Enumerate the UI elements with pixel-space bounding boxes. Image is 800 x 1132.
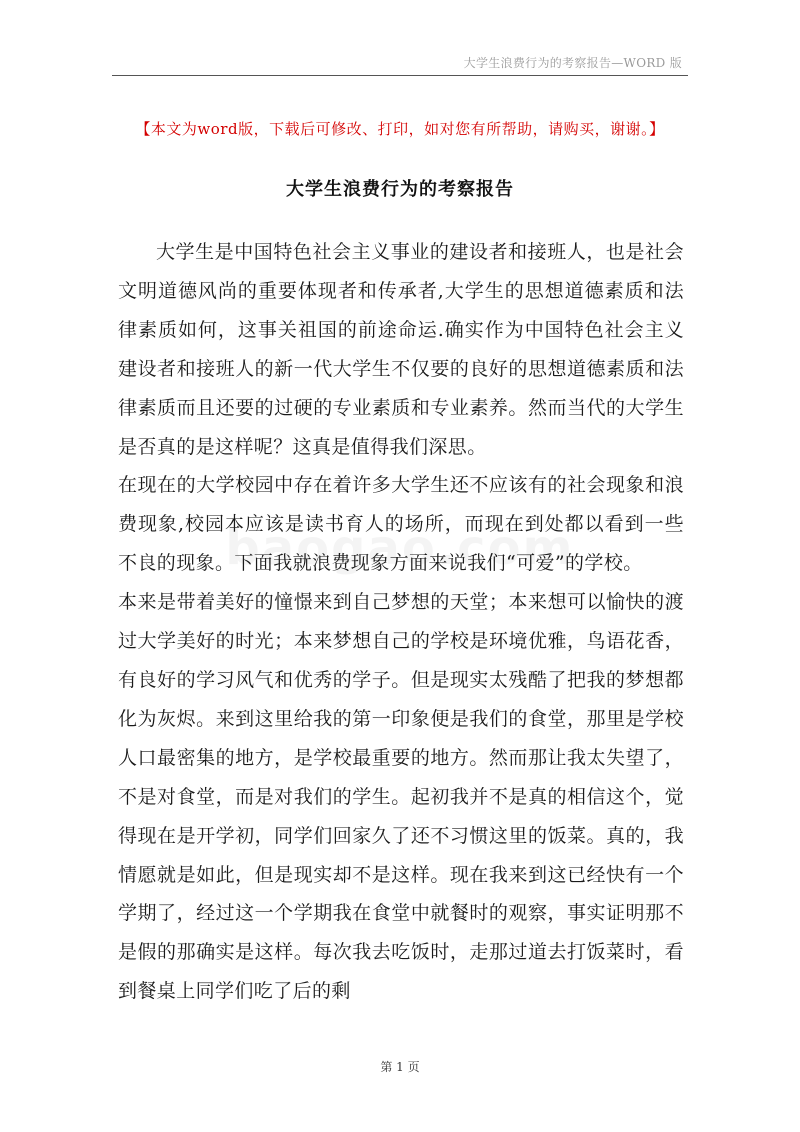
page-number: 第 1 页 [380,1060,420,1074]
header-divider [112,75,688,76]
paragraph: 本来是带着美好的憧憬来到自己梦想的天堂；本来想可以愉快的渡过大学美好的时光；本来梦想自己的学校是环境优雅，鸟语花香，有良好的学习风气和优秀的学子。但是现实太残酷了把我的梦想都化为灰烬。来到这里给我的第一印象便是我们的食堂，那里是学校人口最密集的地方，是学校最重要的地方。然而那让我太失望了，不是对食堂，而是对我们的学生。起初我并不是真的相信这个，觉得现在是开学初，同学们回家久了还不习惯这里的饭菜。真的，我情愿就是如此，但是现实却不是这样。现在我来到这已经快有一个学期了，经过这一个学期我在食堂中就餐时的观察，事实证明那不是假的那确实是这样。每次我去吃饭时，走那过道去打饭菜时，看到餐桌上同学们吃了后的剩 [118,591,684,1003]
running-header: 大学生浪费行为的考察报告—WORD 版 [463,56,682,70]
document-body [118,233,684,1011]
paragraph: 大学生是中国特色社会主义事业的建设者和接班人，也是社会文明道德风尚的重要体现者和传承者,大学生的思想道德素质和法律素质如何，这事关祖国的前途命运.确实作为中国特色社会主义建设者和接班人的新一代大学生不仅要的良好的思想道德素质和法律素质而且还要的过硬的专业素质和专业素养。然而当代的大学生是否真的是这样呢？这真是值得我们深思。 [118,241,684,458]
paragraph: 在现在的大学校园中存在着许多大学生还不应该有的社会现象和浪费现象,校园本应该是读书育人的场所，而现在到处都以看到一些不良的现象。下面我就浪费现象方面来说我们“可爱”的学校。 [118,474,684,575]
document-title: 大学生浪费行为的考察报告 [286,179,514,200]
download-notice: 【本文为word版，下载后可修改、打印，如对您有所帮助，请购买，谢谢。】 [135,120,665,138]
